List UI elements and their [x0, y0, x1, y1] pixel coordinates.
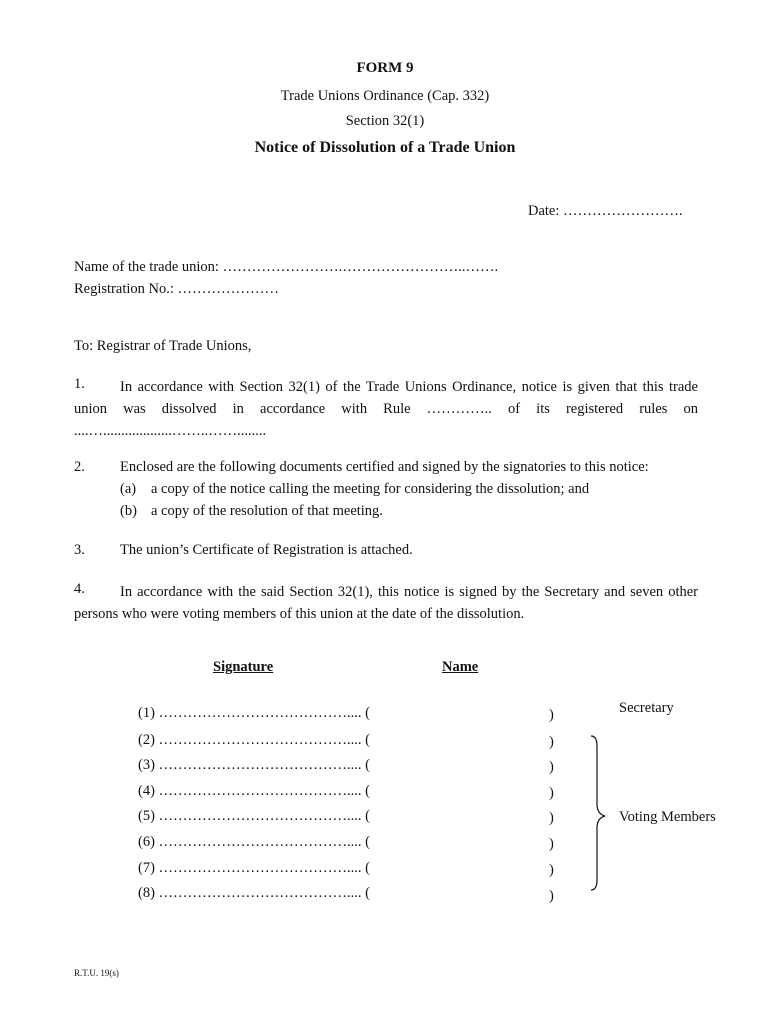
name-field-close-6: ): [549, 836, 554, 852]
paragraph-4-text: In accordance with the said Section 32(1), this notice is signed by the Secretary and seven other persons who were voting members of this union at the date of the dissolution.: [74, 584, 698, 622]
signature-line-1[interactable]: (1) ………………………………….... (: [138, 705, 370, 721]
paragraph-3-text: The union’s Certificate of Registration is attached.: [120, 542, 413, 558]
paragraph-4-number: 4.: [74, 581, 85, 597]
signature-column-header: Signature: [213, 659, 274, 675]
voting-members-label: Voting Members: [619, 809, 716, 825]
form-number: FORM 9: [356, 60, 414, 76]
item-b-label: (b): [120, 503, 137, 519]
date-field[interactable]: Date: …………………….: [528, 203, 683, 219]
item-a-label: (a): [120, 481, 137, 497]
signature-line-4[interactable]: (4) ………………………………….... (: [138, 783, 370, 799]
signature-line-3[interactable]: (3) ………………………………….... (: [138, 757, 370, 773]
page-title: Notice of Dissolution of a Trade Union: [254, 139, 516, 156]
signature-line-6[interactable]: (6) ………………………………….... (: [138, 834, 370, 850]
signature-line-8[interactable]: (8) ………………………………….... (: [138, 885, 370, 901]
union-name-field[interactable]: Name of the trade union: …………………….……………………..…….: [74, 259, 499, 275]
name-field-close-1: ): [549, 707, 554, 723]
paragraph-2-text: Enclosed are the following documents certified and signed by the signatories to this notice:: [120, 459, 649, 475]
name-field-close-2: ): [549, 734, 554, 750]
addressee-line: To: Registrar of Trade Unions,: [74, 338, 252, 354]
form-code: R.T.U. 19(s): [74, 968, 119, 978]
name-field-close-5: ): [549, 810, 554, 826]
name-field-close-4: ): [549, 785, 554, 801]
item-b-text: a copy of the resolution of that meeting.: [151, 503, 383, 519]
registration-number-field[interactable]: Registration No.: …………………: [74, 281, 280, 297]
voting-members-brace: [583, 734, 613, 894]
name-column-header: Name: [442, 659, 479, 675]
section-reference: Section 32(1): [345, 113, 425, 129]
signature-line-2[interactable]: (2) ………………………………….... (: [138, 732, 370, 748]
signature-line-7[interactable]: (7) ………………………………….... (: [138, 860, 370, 876]
item-a-text: a copy of the notice calling the meeting for considering the dissolution; and: [151, 481, 590, 497]
secretary-label: Secretary: [619, 700, 674, 716]
signature-line-5[interactable]: (5) ………………………………….... (: [138, 808, 370, 824]
name-field-close-8: ): [549, 888, 554, 904]
paragraph-1-number: 1.: [74, 376, 85, 392]
name-field-close-7: ): [549, 862, 554, 878]
paragraph-2-number: 2.: [74, 459, 85, 475]
ordinance-reference: Trade Unions Ordinance (Cap. 332): [280, 88, 490, 104]
name-field-close-3: ): [549, 759, 554, 775]
paragraph-1-text: In accordance with Section 32(1) of the Trade Unions Ordinance, notice is given that this trade union was dissolved in accordance with Rule ………….. of its registered rules on ....…...................……..……........: [74, 379, 698, 439]
paragraph-3-number: 3.: [74, 542, 85, 558]
